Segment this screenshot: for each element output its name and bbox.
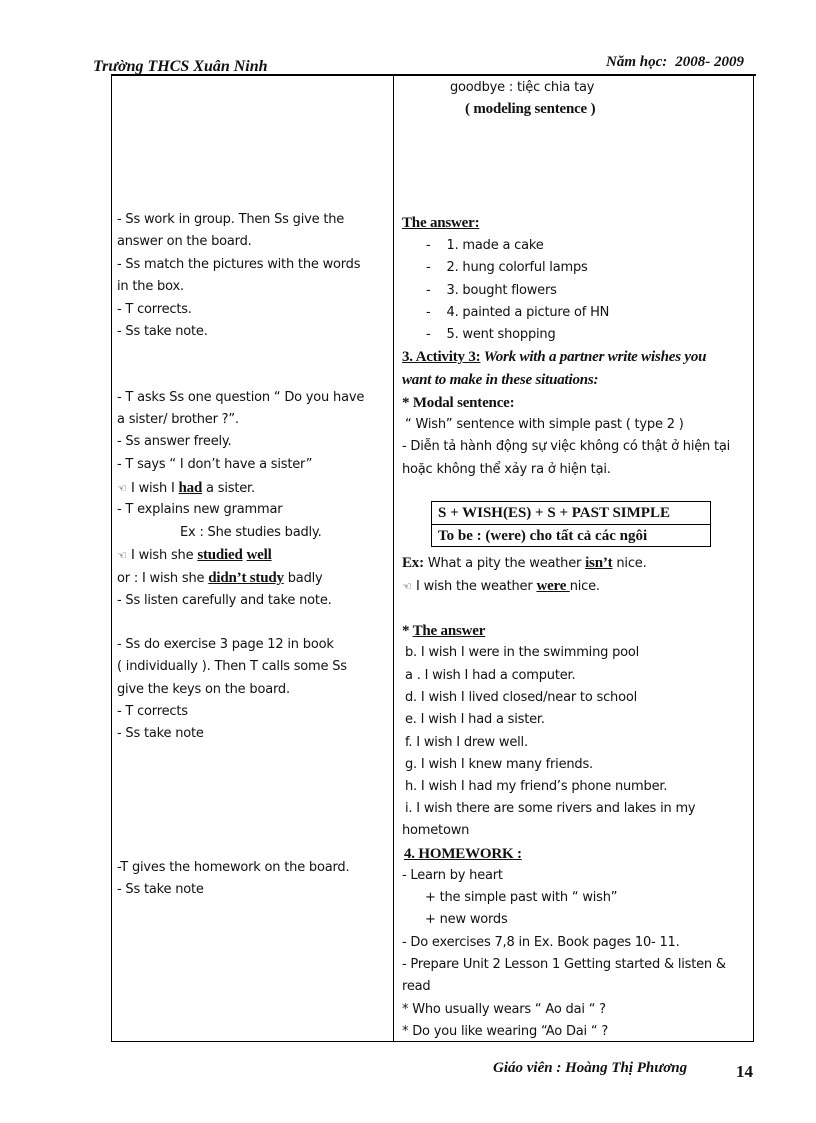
left-line: - Ss listen carefully and take note. [117,593,332,608]
formula-row: S + WISH(ES) + S + PAST SIMPLE [432,502,710,525]
answer2-item: h. I wish I had my friend’s phone number. [405,779,668,794]
left-line: - Ss answer freely. [117,434,232,449]
homework-line: - Do exercises 7,8 in Ex. Book pages 10- 11. [402,935,680,950]
modal-line: “ Wish” sentence with simple past ( type 2 ) [405,417,684,432]
right-line: goodbye : tiệc chia tay [450,80,595,95]
left-line: - T corrects. [117,302,192,317]
left-line: - Ss take note [117,726,204,741]
left-line: answer on the board. [117,234,252,249]
left-line: give the keys on the board. [117,682,290,697]
example-line: Ex: What a pity the weather isn’t nice. [402,555,647,571]
answer2-item: f. I wish I drew well. [405,735,528,750]
left-line: or : I wish she didn’t study badly [117,570,323,586]
homework-line: + the simple past with “ wish” [425,890,618,905]
answer2-item: g. I wish I knew many friends. [405,757,593,772]
left-line: - Ss do exercise 3 page 12 in book [117,637,334,652]
homework-line: * Who usually wears “ Ao dai “ ? [402,1002,606,1017]
modal-line: - Diễn tả hành động sự việc không có thật ở hiện tại [402,439,731,454]
answer2-item: e. I wish I had a sister. [405,712,545,727]
homework-line: - Prepare Unit 2 Lesson 1 Getting started & listen & [402,957,726,972]
answer-item: - 3. bought flowers [426,283,557,298]
homework-title: 4. HOMEWORK : [404,846,522,862]
answer2-item: b. I wish I were in the swimming pool [405,645,640,660]
left-line: - T explains new grammar [117,502,283,517]
left-line: a sister/ brother ?”. [117,412,239,427]
school-name: Trường THCS Xuân Ninh [93,58,268,75]
pointing-hand-icon: ☜ [117,549,127,562]
column-divider [393,76,394,1042]
modeling-sentence: ( modeling sentence ) [465,101,596,117]
formula-row: To be : (were) cho tất cả các ngôi [438,528,648,544]
answer-item: - 4. painted a picture of HN [426,305,610,320]
left-line: - Ss take note. [117,324,208,339]
answer2-title: * The answer [402,623,486,639]
answer-item: - 5. went shopping [426,327,556,342]
homework-line: + new words [425,912,508,927]
page-number: 14 [736,1062,753,1081]
answer2-item: hometown [402,823,470,838]
left-line: -T gives the homework on the board. [117,860,350,875]
answer-item: - 1. made a cake [426,238,544,253]
left-line: Ex : She studies badly. [180,525,322,540]
left-line: in the box. [117,279,184,294]
left-line: - T corrects [117,704,188,719]
homework-line: - Learn by heart [402,868,503,883]
answer-title: The answer: [402,215,480,231]
pointing-hand-icon: ☜ [402,580,412,593]
answer2-item: d. I wish I lived closed/near to school [405,690,637,705]
teacher-name: Giáo viên : Hoàng Thị Phương [493,1060,688,1076]
example-wish: ☜ I wish the weather were nice. [402,578,600,594]
left-line: - Ss match the pictures with the words [117,257,361,272]
answer2-item: i. I wish there are some rivers and lakes in my [405,801,696,816]
homework-line: * Do you like wearing “Ao Dai “ ? [402,1024,609,1039]
homework-line: read [402,979,431,994]
left-line: ☜ I wish I had a sister. [117,480,255,496]
modal-line: hoặc không thể xảy ra ở hiện tại. [402,462,611,477]
modal-title: * Modal sentence: [402,395,515,411]
answer-item: - 2. hung colorful lamps [426,260,588,275]
school-year: Năm học: 2008- 2009 [606,54,744,70]
formula-box [431,501,711,547]
left-line: - T asks Ss one question “ Do you have [117,390,365,405]
pointing-hand-icon: ☜ [117,482,127,495]
activity-heading: 3. Activity 3: Work with a partner write wishes you [402,349,707,365]
left-line: - Ss take note [117,882,204,897]
left-line: - Ss work in group. Then Ss give the [117,212,345,227]
activity-heading-cont: want to make in these situations: [402,372,599,388]
left-line: ( individually ). Then T calls some Ss [117,659,347,674]
left-line: - T says “ I don’t have a sister” [117,457,313,472]
answer2-item: a . I wish I had a computer. [405,668,576,683]
left-line: ☜ I wish she studied well [117,547,272,563]
